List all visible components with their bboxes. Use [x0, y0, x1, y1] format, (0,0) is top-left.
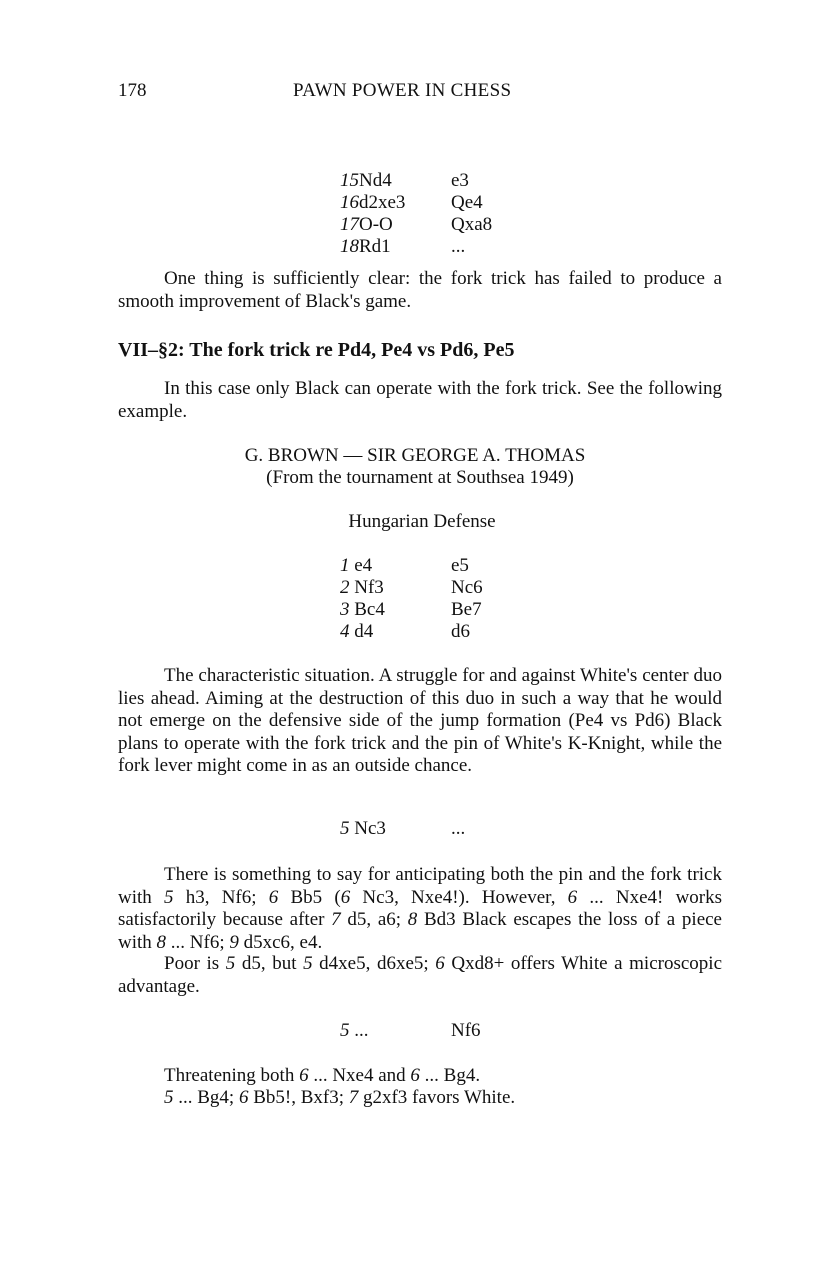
paragraph-bg4-line: 5 ... Bg4; 6 Bb5!, Bxf3; 7 g2xf3 favors White. [164, 1087, 516, 1108]
move-row [340, 555, 640, 577]
white-move: Nd4 [359, 170, 392, 191]
white-move: e4 [354, 555, 373, 576]
paragraph-poor-is-d5: Poor is 5 d5, but 5 d4xe5, d6xe5; 6 Qxd8+ offers White a microscopic advantage. [118, 953, 723, 997]
move-number: 2 [340, 577, 350, 598]
move-five-black-number [340, 1020, 369, 1042]
move-number: 4 [340, 621, 350, 642]
move-number: 5 [340, 1020, 350, 1041]
section-heading: VII–§2: The fork trick re Pd4, Pe4 vs Pd6, Pe5 [118, 339, 515, 361]
white-move: d4 [354, 621, 374, 642]
black-move: Qxa8 [451, 214, 493, 235]
move-number: 1 [340, 555, 350, 576]
move-row [340, 599, 640, 621]
move-row [340, 214, 640, 236]
white-move: ... [354, 1020, 369, 1041]
move-row [340, 621, 640, 643]
opening-name: Hungarian Defense [348, 511, 496, 532]
game-players: G. BROWN — SIR GEORGE A. THOMAS [244, 445, 586, 466]
move-number: 3 [340, 599, 350, 620]
black-move: e3 [451, 170, 469, 191]
black-move: Be7 [451, 599, 482, 620]
white-move: Bc4 [354, 599, 385, 620]
paragraph-fork-conclusion: One thing is sufficiently clear: the fork trick has failed to produce a smooth improvement of Black's game. [118, 268, 722, 312]
game-event: (From the tournament at Southsea 1949) [266, 467, 574, 488]
move-list-opening [340, 555, 640, 643]
page-header [118, 80, 722, 108]
black-move: Nf6 [451, 1020, 481, 1041]
move-row [340, 170, 640, 192]
paragraph-characteristic-situation: The characteristic situation. A struggle for and against White's center duo lies ahead. Aiming at the destruction of this duo in such a way that he would not emerge on the defensive side of the jump formation (Pe4 vs Pd6) Black plans to operate with the fork trick and the pin of White's K-Knight, while the fork lever might come in as an outside chance. [118, 665, 722, 776]
black-move: ... [451, 818, 466, 839]
move-number: 5 [340, 818, 350, 839]
paragraph-intro: In this case only Black can operate with the fork trick. See the following example. [118, 378, 722, 422]
page-number: 178 [118, 80, 147, 101]
move-number: 17 [340, 214, 359, 235]
move-row [340, 192, 640, 214]
move-number: 18 [340, 236, 359, 257]
white-move: Nf3 [354, 577, 384, 598]
black-move: Qe4 [451, 192, 483, 213]
white-move: Rd1 [359, 236, 391, 257]
black-move: d6 [451, 621, 470, 642]
white-move: d2xe3 [359, 192, 406, 213]
black-move: e5 [451, 555, 469, 576]
move-row [340, 236, 640, 258]
black-move: Nc6 [451, 577, 483, 598]
move-number: 15 [340, 170, 359, 191]
move-row [340, 577, 640, 599]
white-move: O-O [359, 214, 393, 235]
paragraph-anticipating: There is something to say for anticipating both the pin and the fork trick with 5 h3, Nf6; 6 Bb5 (6 Nc3, Nxe4!). However, 6 ... Nxe4! works satisfactorily because after 7 d5, a6; 8 Bd3 Black escapes the loss of a piece with 8 ... Nf6; 9 d5xc6, e4. [118, 864, 723, 953]
move-number: 16 [340, 192, 359, 213]
black-move: ... [451, 236, 466, 257]
move-five-white [340, 818, 386, 840]
running-title: PAWN POWER IN CHESS [293, 80, 512, 101]
move-list-top [340, 170, 640, 258]
white-move: Nc3 [354, 818, 386, 839]
paragraph-threatening: Threatening both 6 ... Nxe4 and 6 ... Bg4. [164, 1065, 481, 1086]
